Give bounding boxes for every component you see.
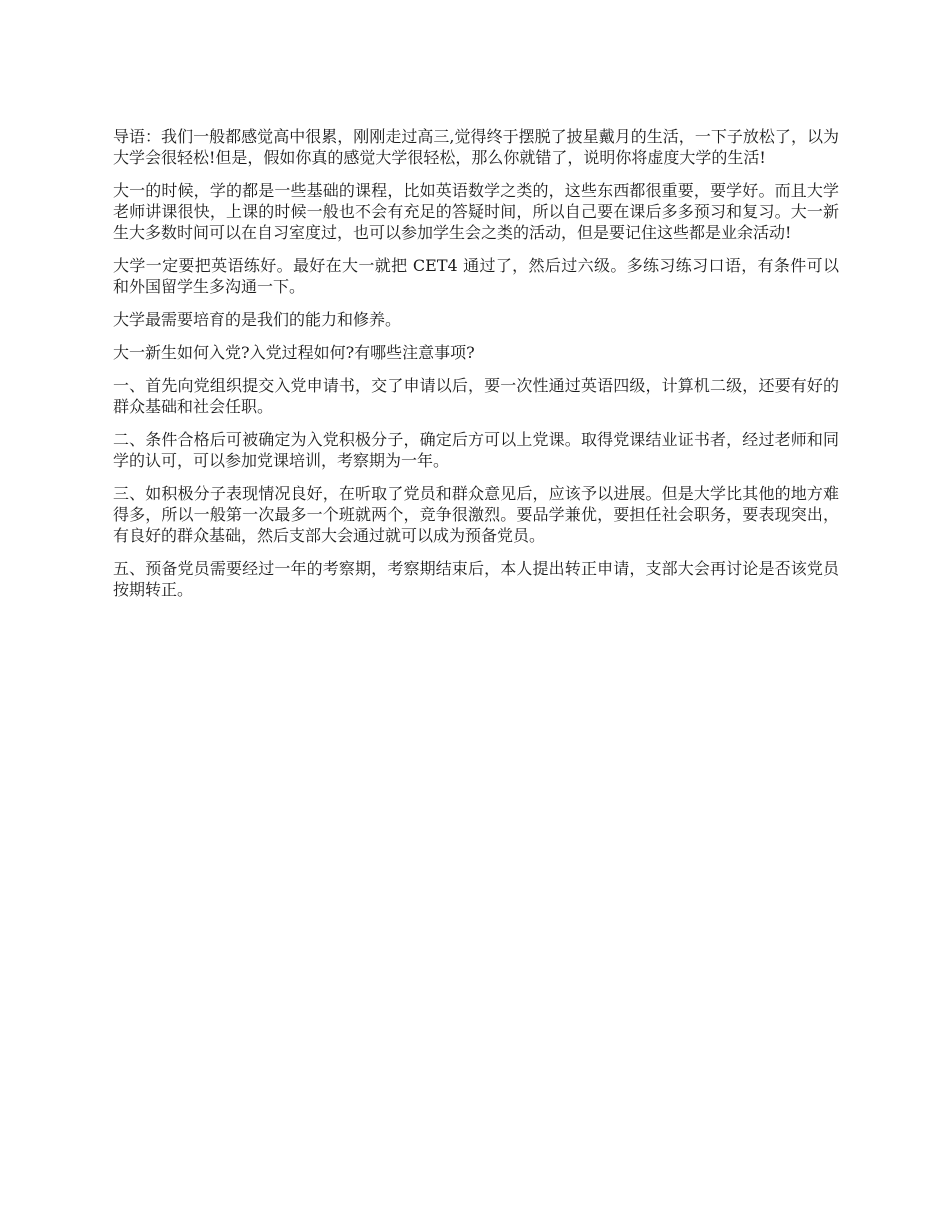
intro-paragraph: 导语：我们一般都感觉高中很累，刚刚走过高三,觉得终于摆脱了披星戴月的生活，一下子放松了，以为大学会很轻松!但是，假如你真的感觉大学很轻松，那么你就错了，说明你将虚度大学的生活! (113, 127, 839, 167)
step-one-paragraph: 一、首先向党组织提交入党申请书，交了申请以后，要一次性通过英语四级，计算机二级，还要有好的群众基础和社会任职。 (113, 376, 839, 416)
ability-paragraph: 大学最需要培育的是我们的能力和修养。 (113, 310, 402, 329)
freshman-courses-paragraph: 大一的时候，学的都是一些基础的课程，比如英语数学之类的，这些东西都很重要，要学好。而且大学老师讲课很快，上课的时候一般也不会有充足的答疑时间，所以自己要在课后多多预习和复习。大一新生大多数时间可以在自习室度过，也可以参加学生会之类的活动，但是要记住这些都是业余活动! (113, 181, 839, 242)
step-three-paragraph: 三、如积极分子表现情况良好，在听取了党员和群众意见后，应该予以进展。但是大学比其他的地方难得多，所以一般第一次最多一个班就两个，竞争很激烈。要品学兼优，要担任社会职务，要表现突出，有良好的群众基础，然后支部大会通过就可以成为预备党员。 (113, 484, 839, 545)
question-paragraph: 大一新生如何入党?入党过程如何?有哪些注意事项? (113, 343, 475, 362)
english-paragraph: 大学一定要把英语练好。最好在大一就把 CET4 通过了，然后过六级。多练习练习口语，有条件可以和外国留学生多沟通一下。 (113, 256, 839, 296)
step-two-paragraph: 二、条件合格后可被确定为入党积极分子，确定后方可以上党课。取得党课结业证书者，经过老师和同学的认可，可以参加党课培训，考察期为一年。 (113, 430, 839, 470)
step-five-paragraph: 五、预备党员需要经过一年的考察期，考察期结束后，本人提出转正申请，支部大会再讨论是否该党员按期转正。 (113, 559, 839, 599)
document-page (113, 126, 839, 612)
